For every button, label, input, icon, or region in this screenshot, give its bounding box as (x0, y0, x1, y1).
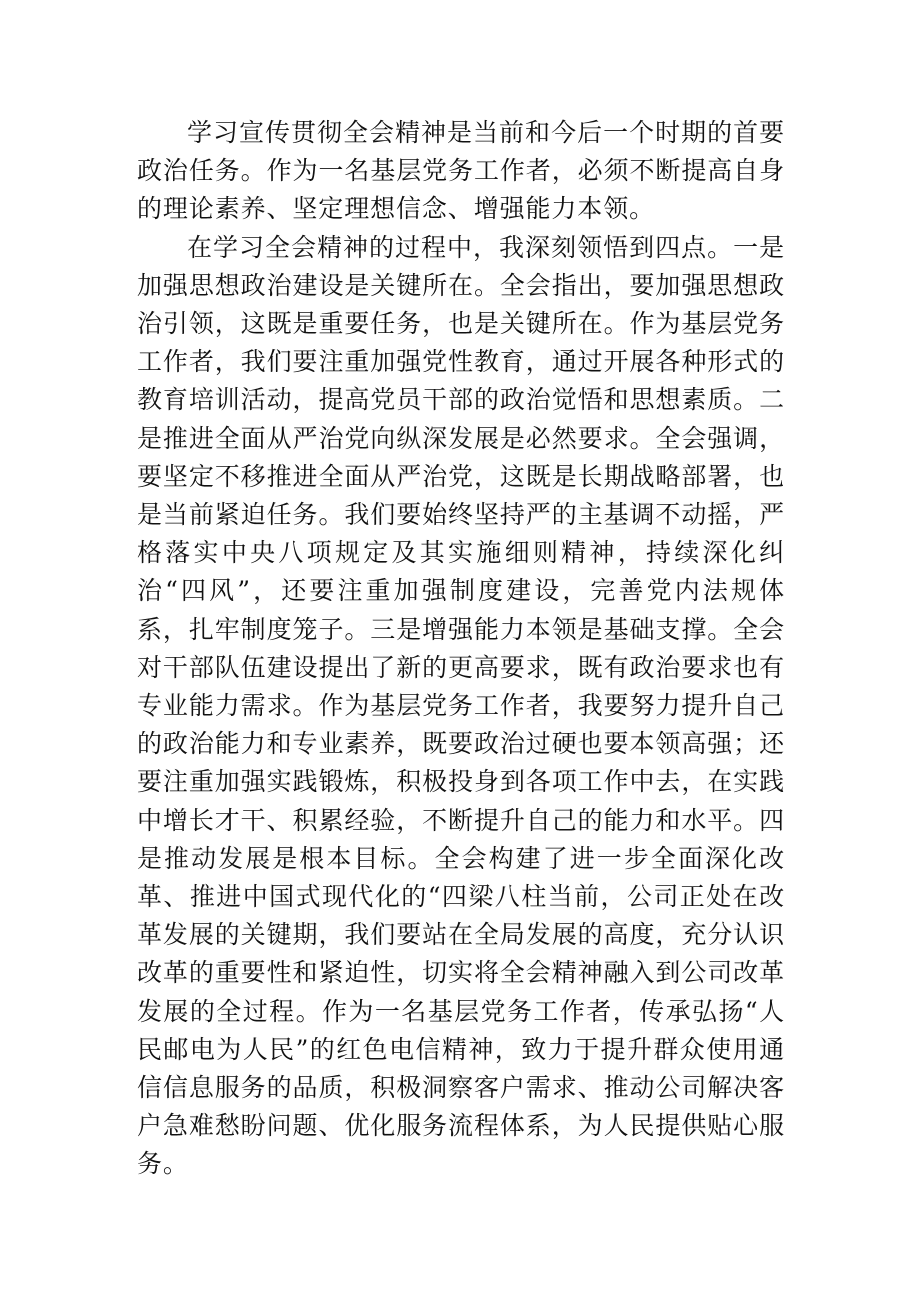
document-body (137, 114, 785, 1184)
paragraph-intro: 学习宣传贯彻全会精神是当前和今后一个时期的首要政治任务。作为一名基层党务工作者，必须不断提高自身的理论素养、坚定理想信念、增强能力本领。 (137, 118, 785, 224)
paragraph-main: 在学习全会精神的过程中，我深刻领悟到四点。一是加强思想政治建设是关键所在。全会指出，要加强思想政治引领，这既是重要任务，也是关键所在。作为基层党务工作者，我们要注重加强党性教育，通过开展各种形式的教育培训活动，提高党员干部的政治觉悟和思想素质。二是推进全面从严治党向纵深发展是必然要求。全会强调，要坚定不移推进全面从严治党，这既是长期战略部署，也是当前紧迫任务。我们要始终坚持严的主基调不动摇，严格落实中央八项规定及其实施细则精神，持续深化纠治“四风”，还要注重加强制度建设，完善党内法规体系，扎牢制度笼子。三是增强能力本领是基础支撑。全会对干部队伍建设提出了新的更高要求，既有政治要求也有专业能力需求。作为基层党务工作者，我要努力提升自己的政治能力和专业素养，既要政治过硬也要本领高强；还要注重加强实践锻炼，积极投身到各项工作中去，在实践中增长才干、积累经验，不断提升自己的能力和水平。四是推动发展是根本目标。全会构建了进一步全面深化改革、推进中国式现代化的“四梁八柱当前，公司正处在改革发展的关键期，我们要站在全局发展的高度，充分认识改革的重要性和紧迫性，切实将全会精神融入到公司改革发展的全过程。作为一名基层党务工作者，传承弘扬“人民邮电为人民”的红色电信精神，致力于提升群众使用通信信息服务的品质，积极洞察客户需求、推动公司解决客户急难愁盼问题、优化服务流程体系，为人民提供贴心服务。 (137, 232, 785, 1179)
